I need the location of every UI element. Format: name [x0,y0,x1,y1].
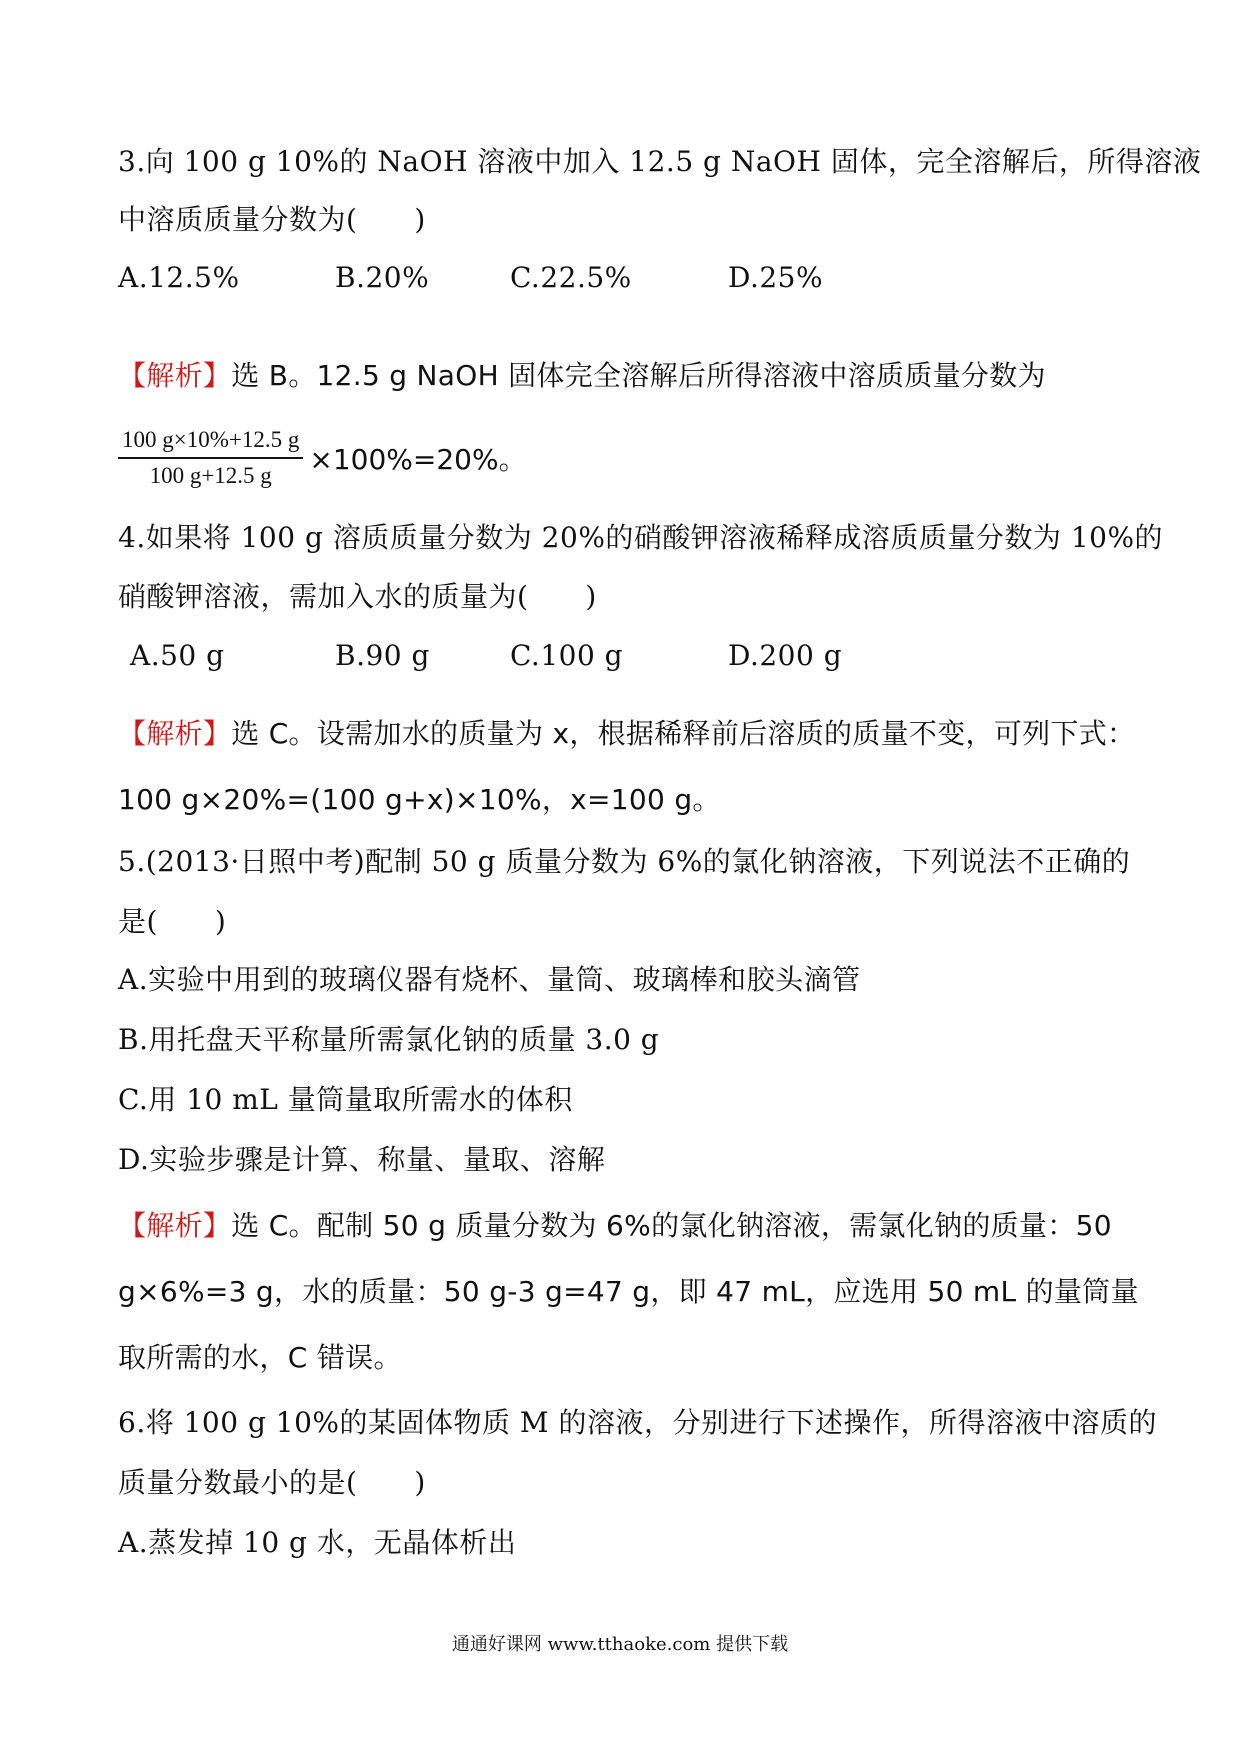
q3-fraction-denominator: 100 g+12.5 g [149,463,272,488]
q3-stem-line1: 3.向 100 g 10%的 NaOH 溶液中加入 12.5 g NaOH 固体，完全溶解后，所得溶液 [118,145,1202,178]
q5-analysis-text: 选 C。配制 50 g 质量分数为 6%的氯化钠溶液，需氯化钠的质量：50 [231,1209,1112,1242]
q5-stem-line1: 5.(2013·日照中考)配制 50 g 质量分数为 6%的氯化钠溶液，下列说法不正确的 [118,845,1131,878]
q3-formula [118,418,527,498]
q5-option-d: D.实验步骤是计算、称量、量取、溶解 [118,1143,606,1176]
q3-analysis-text: 选 B。12.5 g NaOH 固体完全溶解后所得溶液中溶质质量分数为 [231,359,1046,392]
q4-option-a: A.50 g [130,639,225,672]
q6-stem-line2: 质量分数最小的是( ) [118,1466,426,1499]
q4-analysis-text: 选 C。设需加水的质量为 x，根据稀释前后溶质的质量不变，可列下式： [231,717,1136,750]
q3-fraction-numerator: 100 g×10%+12.5 g [118,425,303,459]
q3-option-b: B.20% [335,261,430,294]
q4-option-c: C.100 g [510,639,624,672]
q4-stem-line2: 硝酸钾溶液，需加入水的质量为( ) [118,580,597,613]
q3-analysis-tag: 【解析】 [118,359,232,392]
q3-analysis-line1 [118,356,1046,396]
q6-option-a: A.蒸发掉 10 g 水，无晶体析出 [118,1526,517,1559]
q5-option-a: A.实验中用到的玻璃仪器有烧杯、量筒、玻璃棒和胶头滴管 [118,963,861,996]
q3-option-c: C.22.5% [510,261,632,294]
q4-analysis-line1 [118,714,1135,754]
q4-analysis-line2: 100 g×20%=(100 g+x)×10%，x=100 g。 [118,783,721,816]
q4-analysis-tag: 【解析】 [118,717,232,750]
q5-analysis-line2: g×6%=3 g，水的质量：50 g-3 g=47 g，即 47 mL，应选用 50 mL 的量筒量 [118,1275,1139,1308]
q5-analysis-tag: 【解析】 [118,1209,232,1242]
q4-option-b: B.90 g [335,639,430,672]
q5-analysis-line3: 取所需的水，C 错误。 [118,1341,402,1374]
q3-stem-line2: 中溶质质量分数为( ) [118,203,426,236]
q5-option-b: B.用托盘天平称量所需氯化钠的质量 3.0 g [118,1023,660,1056]
q5-analysis-line1 [118,1206,1112,1246]
q3-formula-result: ×100%=20%。 [309,443,527,476]
q5-stem-line2: 是( ) [118,905,227,938]
q3-option-a: A.12.5% [118,261,240,294]
q5-option-c: C.用 10 mL 量筒量取所需水的体积 [118,1083,573,1116]
q4-stem-line1: 4.如果将 100 g 溶质质量分数为 20%的硝酸钾溶液稀释成溶质质量分数为 10%的 [118,521,1164,554]
q3-fraction [118,425,303,491]
q4-option-d: D.200 g [728,639,843,672]
page-footer: 通通好课网 www.tthaoke.com 提供下载 [451,1634,789,1655]
q3-option-d: D.25% [728,261,824,294]
q6-stem-line1: 6.将 100 g 10%的某固体物质 M 的溶液，分别进行下述操作，所得溶液中溶质的 [118,1406,1157,1439]
